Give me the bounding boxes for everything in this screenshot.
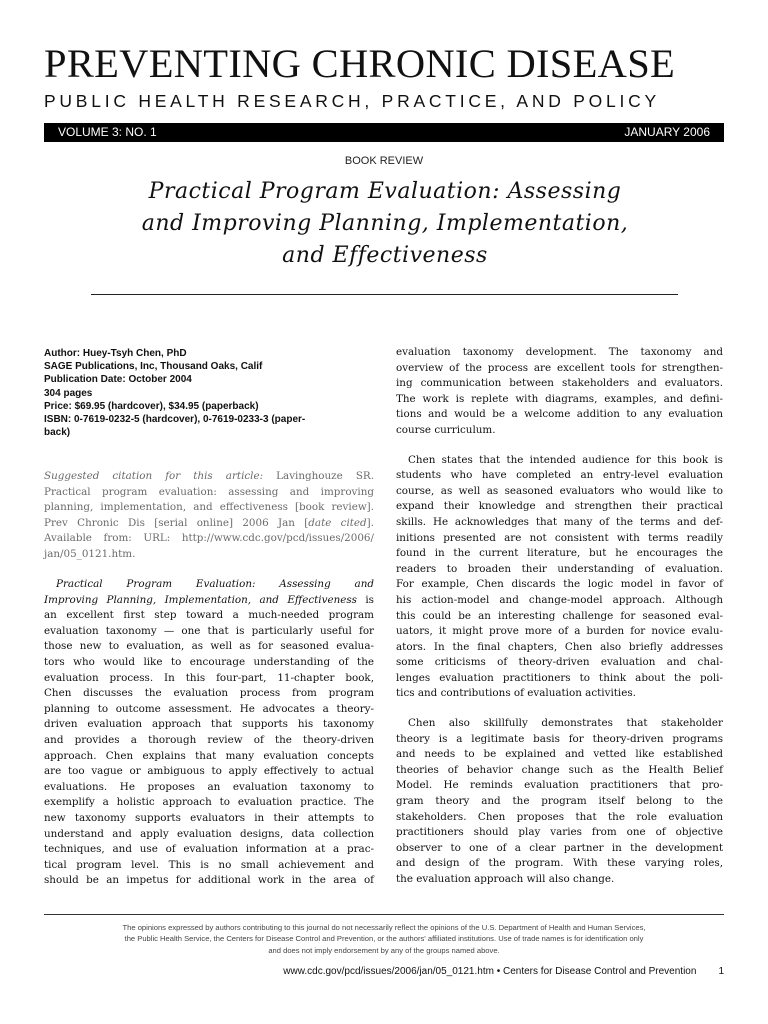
text-line: stakeholders. Chen proposes that the role evaluation	[396, 810, 723, 823]
text-line: the evaluation approach will also change.	[396, 873, 615, 885]
text-line: tical program level. This is no small achievement and	[44, 858, 374, 871]
text-line: observer to one of a clear partner in the development	[396, 841, 723, 854]
text-line: evaluation taxonomy — one that is particularly useful for	[44, 624, 374, 637]
title-line: and Effectiveness	[282, 243, 488, 268]
issue-bar	[44, 123, 724, 142]
text-line: Available from: URL: http://www.cdc.gov/pcd/issues/2006/	[44, 532, 374, 545]
issue-date: JANUARY 2006	[624, 125, 710, 139]
title-divider	[91, 294, 678, 295]
text-line: should be an impetus for additional work in the area of	[44, 874, 374, 887]
text-line: expand their knowledge and strengthen their practical	[396, 500, 723, 513]
text-line: lenges evaluation practitioners to think about the poli-	[396, 671, 723, 684]
body-left-column	[44, 577, 374, 889]
text-line: ing communication between stakeholders and evaluators.	[396, 377, 723, 390]
text-line: approach. Chen explains that many evaluation concepts	[44, 749, 374, 762]
text-line: techniques, and use of evaluation information at a prac-	[44, 843, 374, 856]
footer-url: www.cdc.gov/pcd/issues/2006/jan/05_0121.htm • Centers for Disease Control and Prevention	[283, 966, 697, 977]
text-line: new taxonomy supports evaluators in their attempts to	[44, 811, 374, 824]
text-line: Prev Chronic Dis [serial online] 2006 Jan [date cited].	[44, 516, 374, 529]
text-line: driven evaluation approach that supports his taxonomy	[44, 718, 374, 731]
text-line: evaluation taxonomy development. The taxonomy and	[396, 346, 723, 358]
text-line: an excellent first step toward a much-needed program	[44, 609, 374, 622]
page-footer	[283, 965, 724, 979]
text-line: readers to broaden their understanding of evaluation.	[396, 562, 723, 575]
text-line: Chen states that the intended audience for this book is	[408, 453, 723, 466]
text-line: tions and would be a welcome addition to any evaluation	[396, 408, 723, 421]
text-line: students who have completed an entry-level evaluation	[396, 469, 723, 482]
book-info-line: Price: $69.95 (hardcover), $34.95 (paperback)	[44, 400, 259, 412]
book-info	[44, 347, 374, 439]
text-line: tors who would like to encourage understanding of the	[44, 655, 374, 668]
journal-title: PREVENTING CHRONIC DISEASE	[44, 41, 676, 86]
book-info-line: ISBN: 0-7619-0232-5 (hardcover), 0-7619-0233-3 (paper-	[44, 414, 306, 426]
text-line: planning to outcome assessment. He advocates a theory-	[44, 702, 374, 715]
text-line: exemplify a holistic approach to evaluation practice. The	[44, 796, 374, 809]
text-line: jan/05_0121.htm.	[44, 547, 136, 560]
text-line: understand and apply evaluation designs, data collection	[44, 827, 374, 840]
text-line: tics and contributions of evaluation activities.	[396, 687, 636, 700]
book-info-line: SAGE Publications, Inc, Thousand Oaks, Calif	[44, 361, 263, 373]
text-line: skills. He acknowledges that many of the terms and def-	[396, 515, 723, 528]
text-line: Practical program evaluation: assessing and improving	[44, 485, 374, 498]
disclaimer	[44, 922, 724, 956]
text-line: Improving Planning, Implementation, and Effectiveness is	[44, 593, 374, 606]
text-line: practitioners should play varies from one of objective	[396, 826, 723, 839]
article-title	[60, 176, 710, 272]
book-info-line: Author: Huey-Tsyh Chen, PhD	[44, 348, 187, 359]
text-line: his action-model and change-model approach. Although	[396, 593, 723, 606]
text-line: gram theory and the program itself belong to the	[396, 795, 723, 808]
text-line: For example, Chen discards the logic model in favor of	[396, 578, 723, 591]
text-line: ators. In the final chapters, Chen also briefly addresses	[396, 640, 723, 653]
text-line: found in the current literature, but he encourages the	[396, 547, 723, 560]
text-line: are too vague or ambiguous to apply effectively to actual	[44, 765, 374, 778]
text-line: Model. He reminds evaluation practitioners that pro-	[396, 779, 723, 792]
text-line: theories of behavior change such as the Health Belief	[396, 763, 723, 776]
text-line: initions presented are not consistent with terms readily	[396, 531, 723, 544]
text-line: theory is a legitimate basis for theory-driven programs	[396, 732, 723, 745]
text-line: and needs to be explained and vetted like established	[396, 748, 723, 761]
text-line: evaluation process. In this four-part, 11-chapter book,	[44, 671, 374, 684]
text-line: and design of the program. With these varying roles,	[396, 857, 723, 870]
title-line: Practical Program Evaluation: Assessing	[148, 179, 622, 204]
disclaimer-line: and does not imply endorsement by any of the groups named above.	[268, 945, 500, 955]
page-number: 1	[718, 966, 724, 977]
text-line: those new to evaluation, as well as for seasoned evalua-	[44, 640, 374, 653]
footer-divider	[44, 914, 724, 915]
book-info-line: 304 pages	[44, 387, 93, 399]
journal-subtitle: PUBLIC HEALTH RESEARCH, PRACTICE, AND POLICY	[44, 91, 660, 111]
text-line: evaluations. He proposes an evaluation taxonomy to	[44, 780, 374, 793]
volume-label: VOLUME 3: NO. 1	[58, 125, 157, 139]
text-line: and provides a thorough review of the theory-driven	[44, 733, 374, 746]
text-line: planning, implementation, and effectiveness [book review].	[44, 501, 374, 514]
text-line: Practical Program Evaluation: Assessing and	[56, 578, 374, 590]
text-line: this could be an interesting challenge for seasoned eval-	[396, 609, 723, 622]
text-line: Chen also skillfully demonstrates that stakeholder	[408, 717, 723, 730]
book-info-line: back)	[44, 427, 71, 439]
text-line: overview of the process are excellent tools for strengthen-	[396, 361, 723, 374]
suggested-citation	[44, 469, 374, 563]
disclaimer-line: The opinions expressed by authors contributing to this journal do not necessarily reflect the opinions of the U.S. Department of Health and Human Services,	[122, 923, 646, 932]
text-line: uators, it might prove more of a burden for novice evalu-	[396, 625, 723, 638]
text-line: Suggested citation for this article: Lavinghouze SR.	[44, 470, 374, 482]
title-line: and Improving Planning, Implementation,	[141, 211, 629, 236]
text-line: Chen discusses the evaluation process from program	[44, 687, 374, 700]
text-line: The work is replete with diagrams, examples, and defini-	[396, 392, 723, 405]
disclaimer-line: the Public Health Service, the Centers for Disease Control and Prevention, or the authors' affiliated institutions. Use of trade names is for identification only	[124, 934, 644, 944]
section-label: BOOK REVIEW	[344, 155, 424, 167]
body-right-column	[396, 345, 723, 888]
text-line: course curriculum.	[396, 423, 496, 436]
book-info-line: Publication Date: October 2004	[44, 374, 192, 386]
text-line: some criticisms of theory-driven evaluation and chal-	[396, 656, 723, 669]
text-line: course, as well as seasoned evaluators who would like to	[396, 484, 723, 497]
